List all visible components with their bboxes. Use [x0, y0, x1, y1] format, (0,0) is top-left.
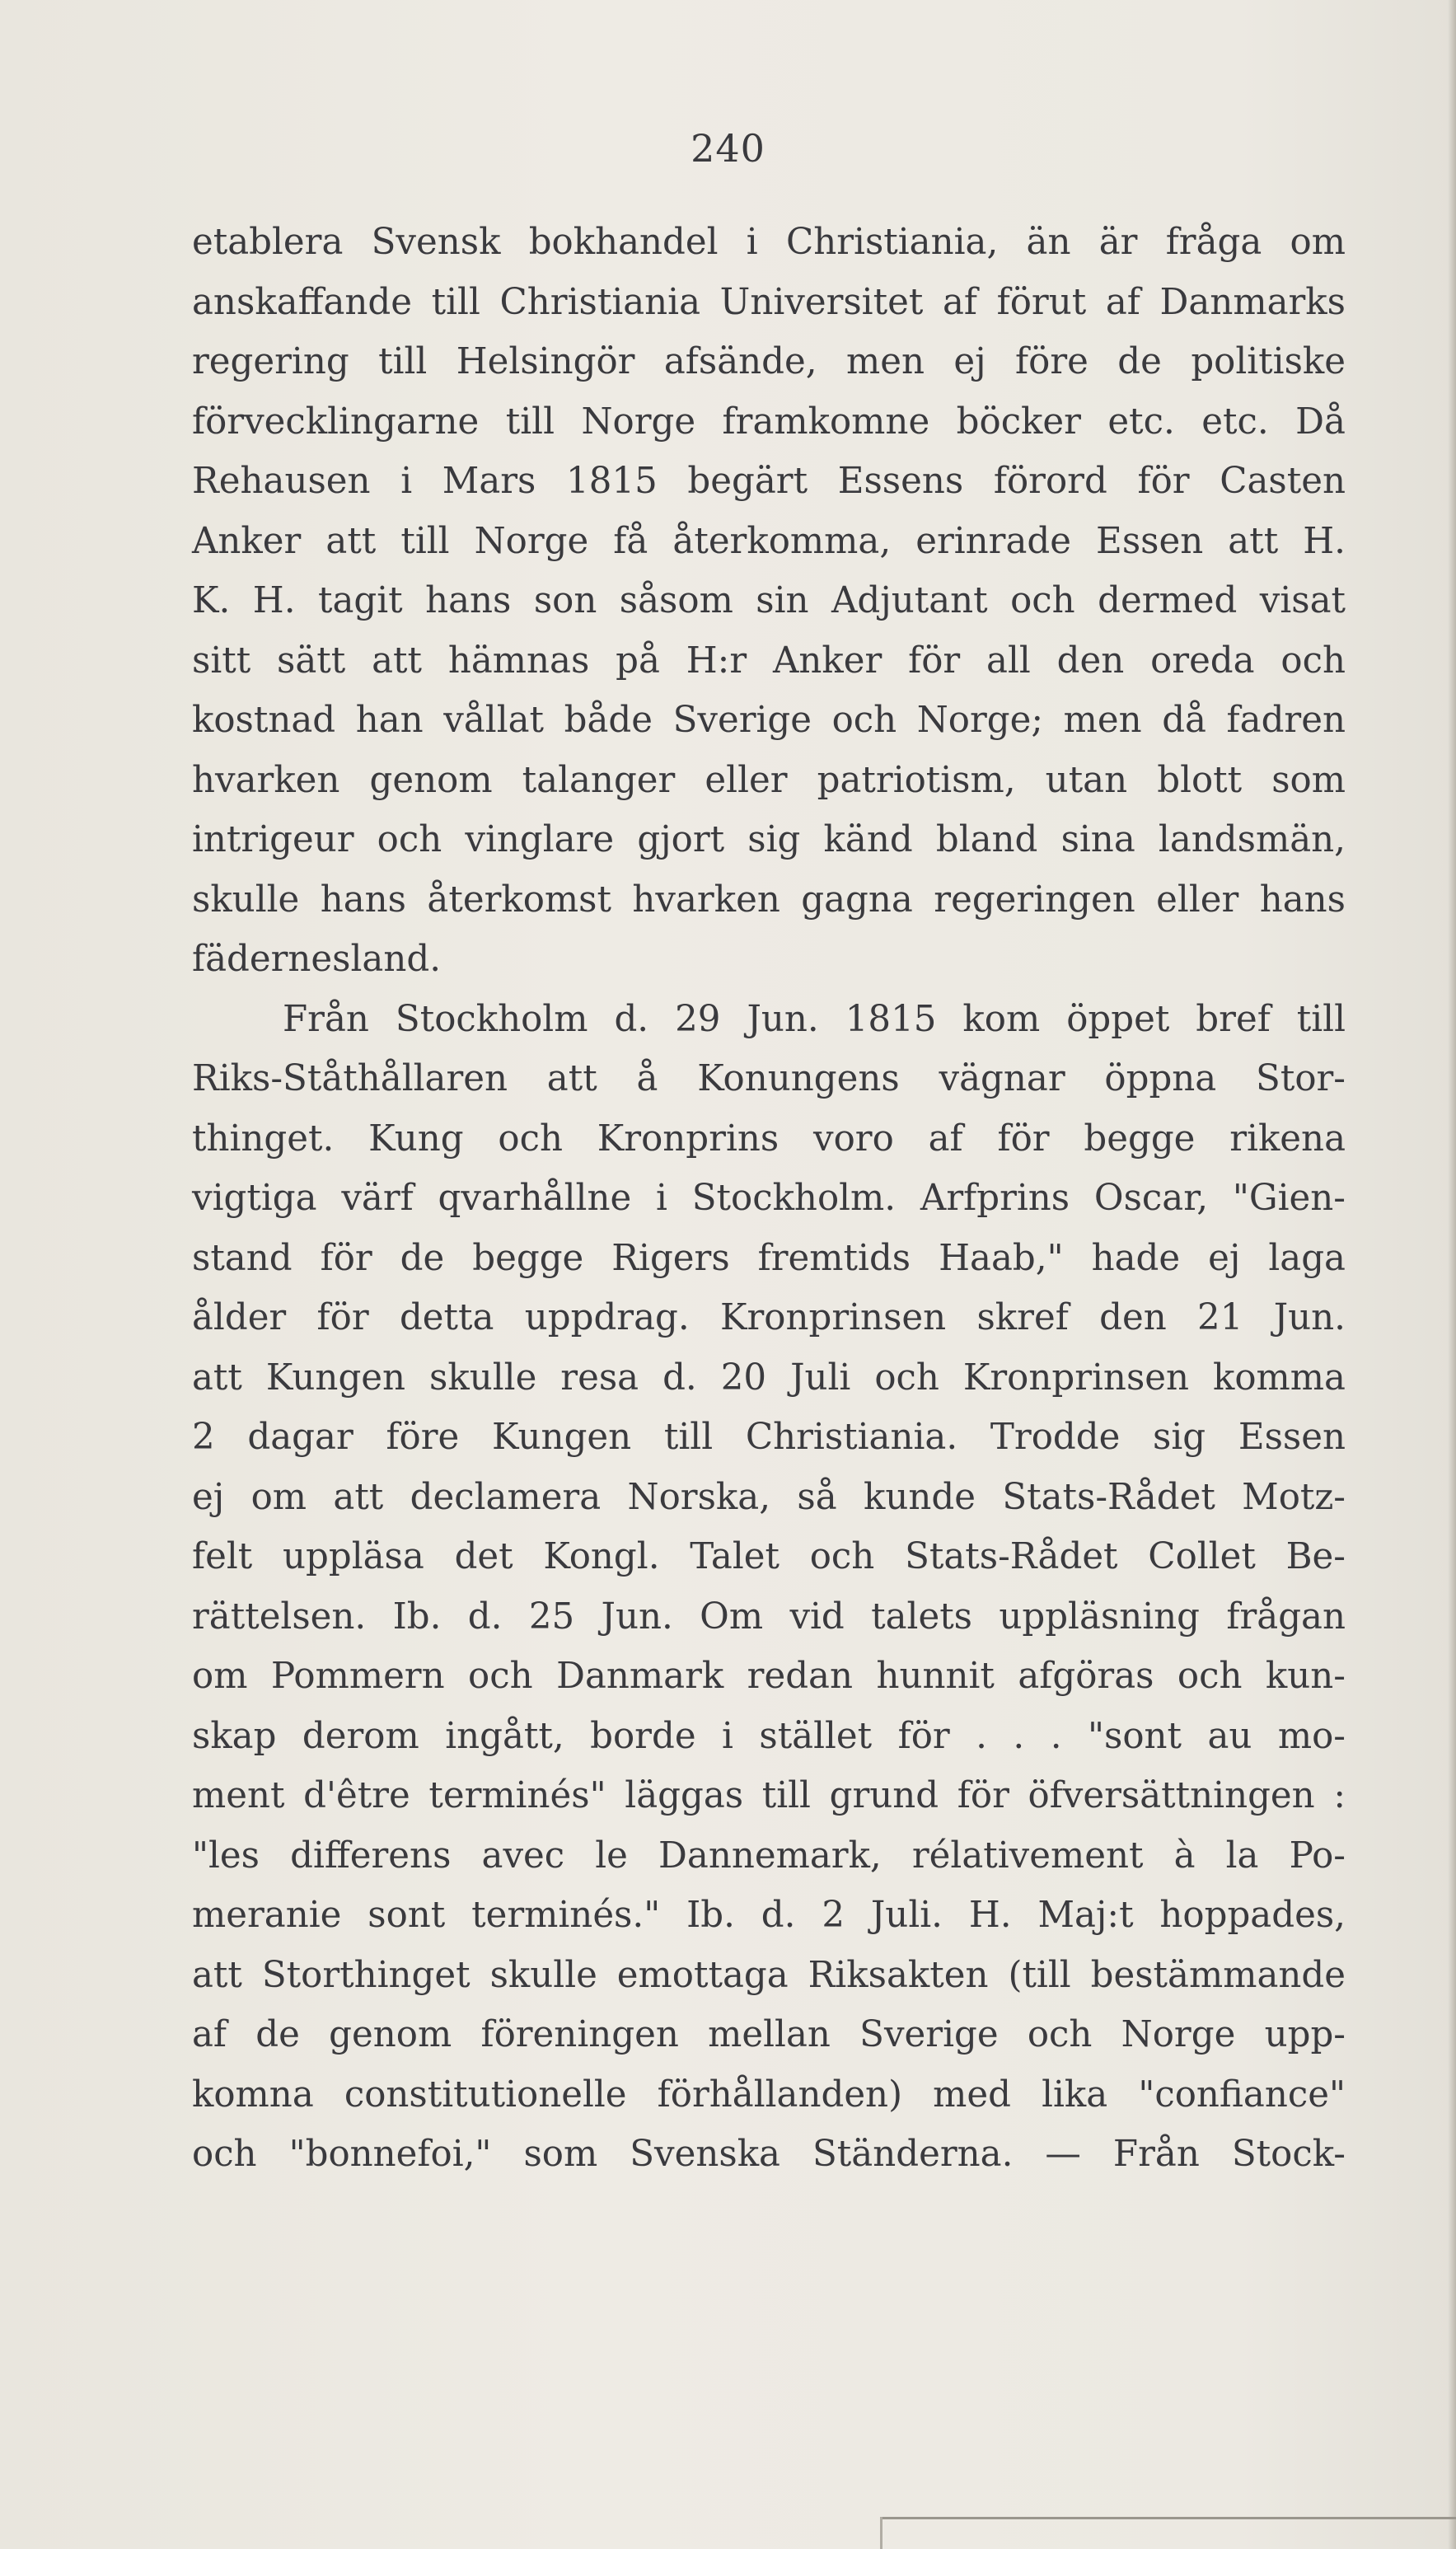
- text-line: felt uppläsa det Kongl. Talet och Stats-Rådet Collet Be-: [192, 1536, 1346, 1577]
- adjacent-page-edge: [880, 2517, 1456, 2519]
- text-line: att Kungen skulle resa d. 20 Juli och Kronprinsen komma: [192, 1356, 1346, 1399]
- text-line: skap derom ingått, borde i stället för . . . "sont au mo-: [192, 1715, 1346, 1757]
- paragraph-start-line: Från Stockholm d. 29 Jun. 1815 kom öppet bref till: [283, 998, 1346, 1040]
- text-line: hvarken genom talanger eller patriotism, utan blott som: [192, 759, 1346, 801]
- text-line: "les differens avec le Dannemark, rélativement à la Po-: [192, 1834, 1346, 1877]
- text-line: Riks-Ståthållaren att å Konungens vägnar öppna Stor-: [192, 1058, 1346, 1099]
- text-line: af de genom föreningen mellan Sverige och Norge upp-: [192, 2014, 1346, 2055]
- text-line: sitt sätt att hämnas på H:r Anker för all den oreda och: [192, 640, 1346, 682]
- adjacent-page-corner: [880, 2517, 882, 2549]
- text-line: intrigeur och vinglare gjort sig känd bland sina landsmän,: [192, 819, 1346, 860]
- text-line: 2 dagar före Kungen till Christiania. Trodde sig Essen: [192, 1417, 1346, 1458]
- text-line: Rehausen i Mars 1815 begärt Essens förord för Casten: [192, 461, 1346, 502]
- text-line: etablera Svensk bokhandel i Christiania, än är fråga om: [192, 222, 1346, 263]
- text-line: Anker att till Norge få återkomma, erinrade Essen att H.: [192, 520, 1346, 562]
- text-line: vigtiga värf qvarhållne i Stockholm. Arfprins Oscar, "Gien-: [192, 1178, 1346, 1219]
- text-line: anskaffande till Christiania Universitet af förut af Danmarks: [192, 281, 1346, 323]
- text-line: rättelsen. Ib. d. 25 Jun. Om vid talets uppläsning frågan: [192, 1595, 1346, 1638]
- text-line: komna constitutionelle förhållanden) med lika "confiance": [192, 2073, 1346, 2116]
- text-line: K. H. tagit hans son såsom sin Adjutant och dermed visat: [192, 580, 1346, 621]
- text-line: och "bonnefoi," som Svenska Ständerna. — Från Stock-: [192, 2134, 1346, 2175]
- paragraph-end-line: fädernesland.: [192, 939, 442, 980]
- text-line: meranie sont terminés." Ib. d. 2 Juli. H. Maj:t hoppades,: [192, 1895, 1346, 1936]
- text-line: att Storthinget skulle emottaga Riksakten (till bestämmande: [192, 1954, 1346, 1996]
- text-line: ment d'être terminés" läggas till grund för öfversättningen :: [192, 1775, 1346, 1816]
- text-line: ej om att declamera Norska, så kunde Stats-Rådet Motz-: [192, 1476, 1346, 1518]
- page-edge-shadow: [1448, 0, 1456, 2549]
- text-line: ålder för detta uppdrag. Kronprinsen skref den 21 Jun.: [192, 1297, 1346, 1338]
- page-number: 240: [691, 126, 765, 171]
- text-line: om Pommern och Danmark redan hunnit afgöras och kun-: [192, 1656, 1346, 1697]
- text-line: kostnad han vållat både Sverige och Norge; men då fadren: [192, 700, 1346, 741]
- text-line: förvecklingarne till Norge framkomne böcker etc. etc. Då: [192, 401, 1346, 443]
- text-line: stand för de begge Rigers fremtids Haab," hade ej laga: [192, 1237, 1346, 1279]
- text-line: regering till Helsingör afsände, men ej före de politiske: [192, 341, 1346, 382]
- text-line: thinget. Kung och Kronprins voro af för begge rikena: [192, 1118, 1346, 1160]
- body-text: [192, 213, 1346, 2185]
- text-line: skulle hans återkomst hvarken gagna regeringen eller hans: [192, 879, 1346, 921]
